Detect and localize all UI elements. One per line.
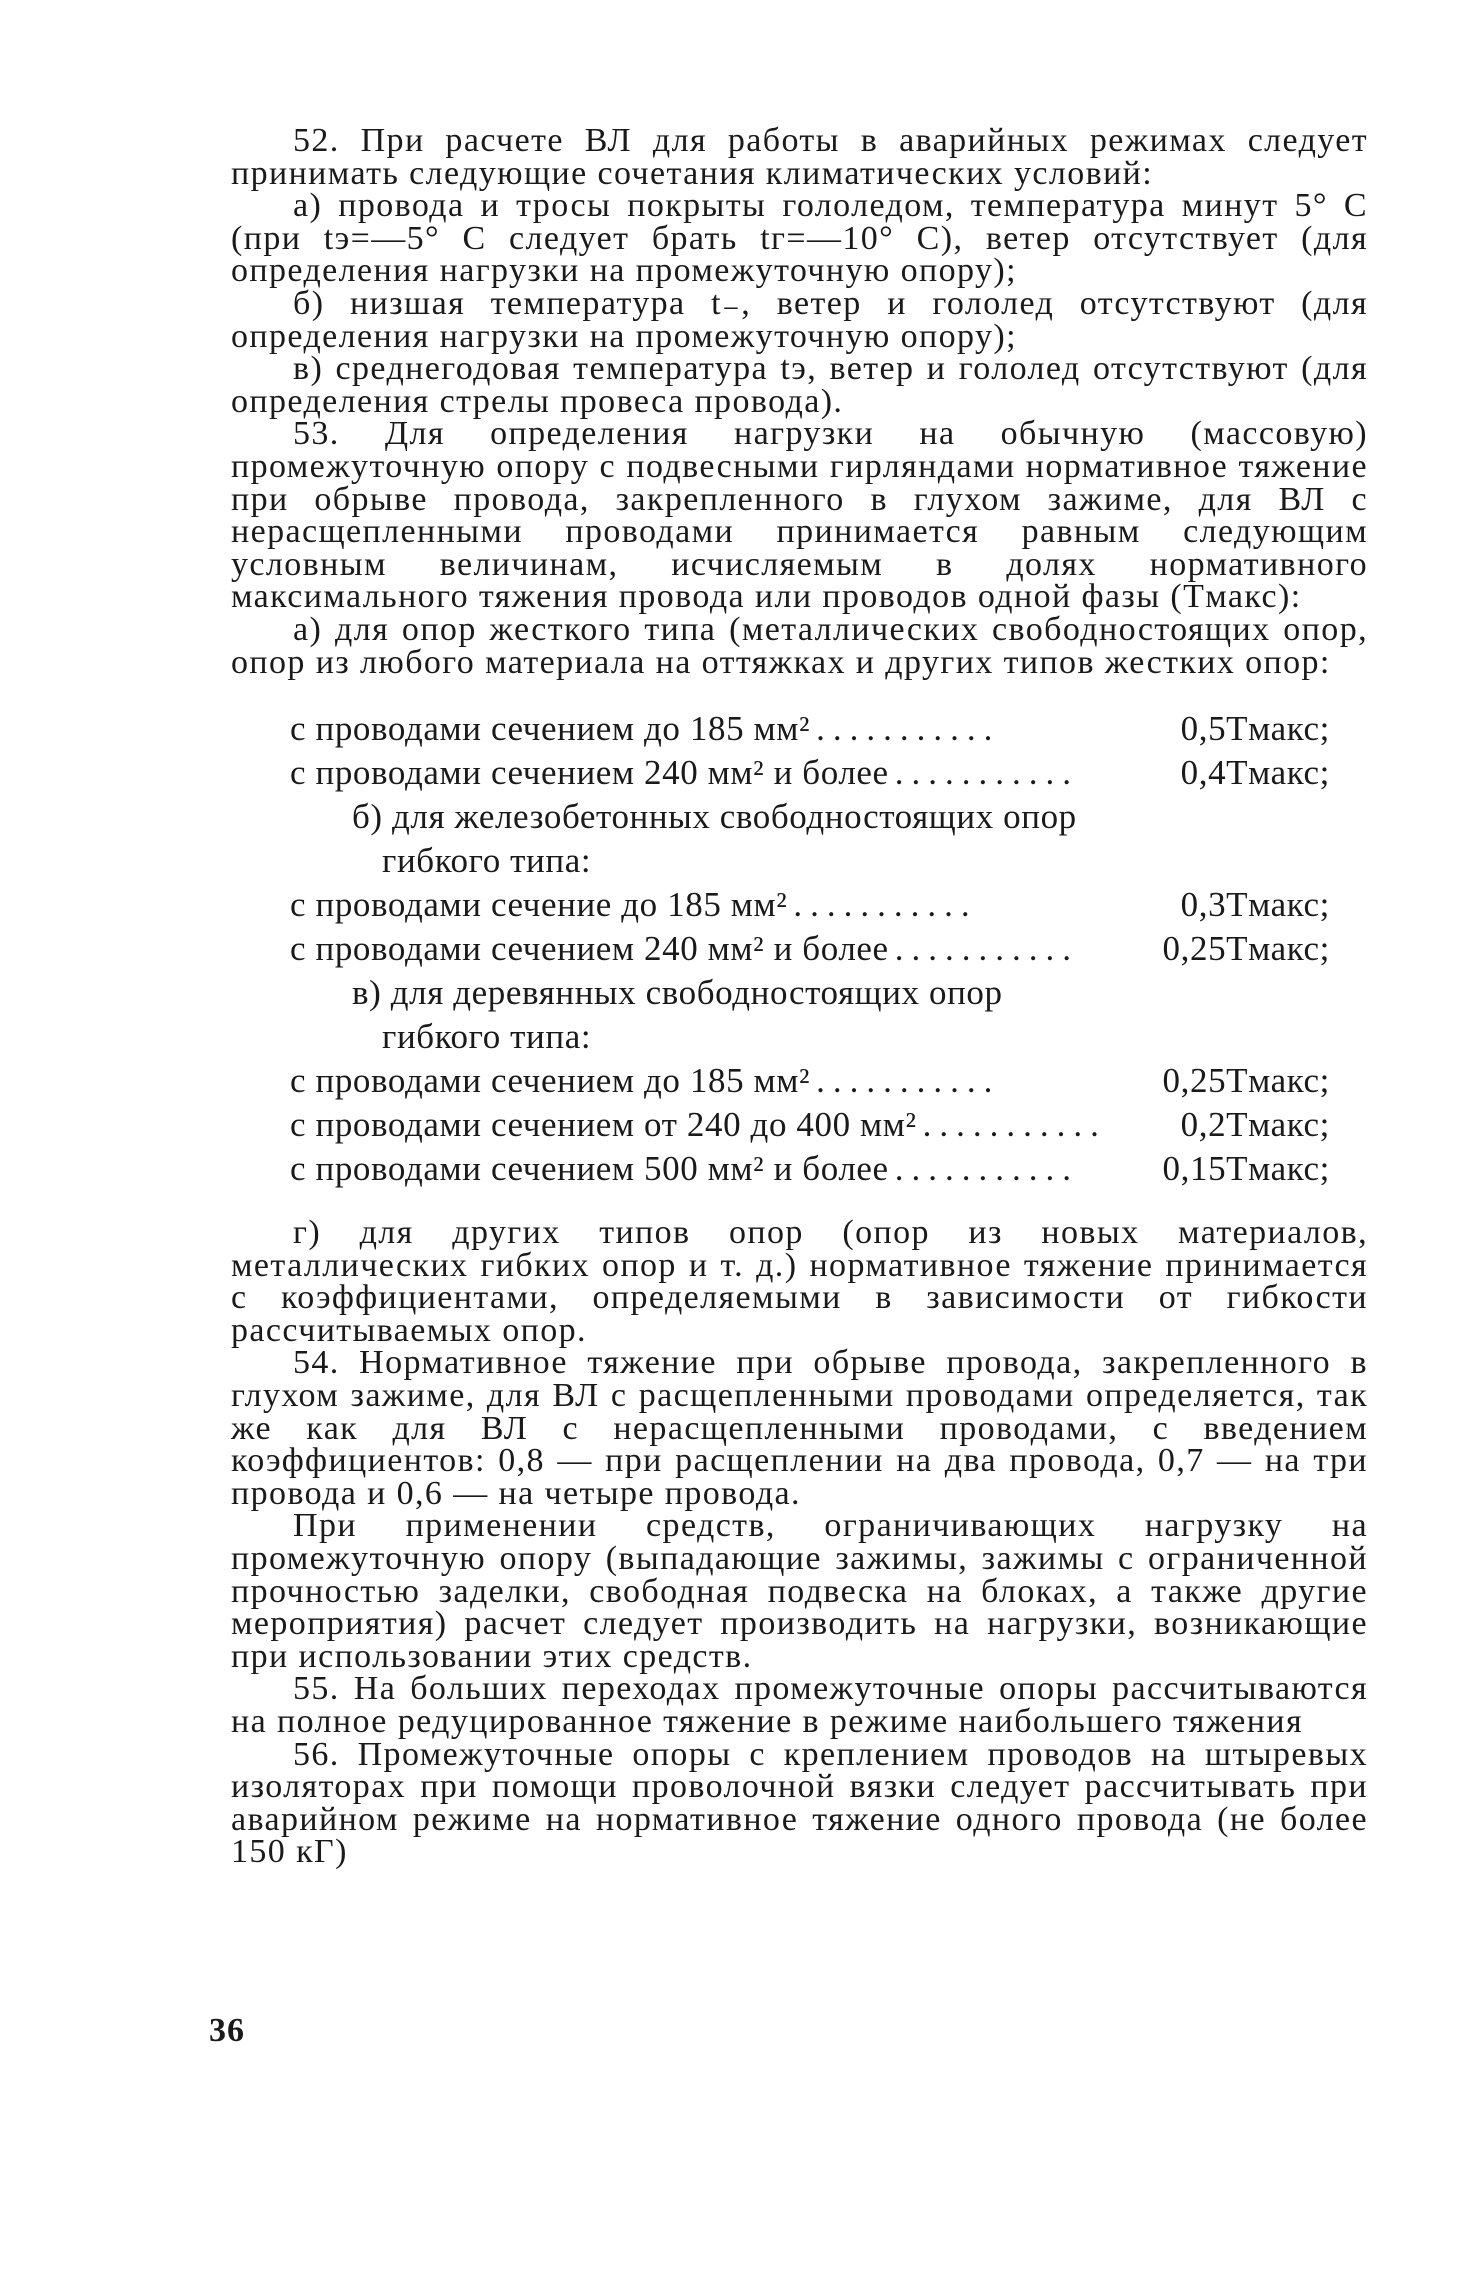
page-text <box>231 122 1368 1871</box>
list-item: с проводами сечение до 185 мм² ........... 0,3Tмакс; <box>290 885 1330 925</box>
list-item: с проводами сечением 240 мм² и более ........... 0,4Tмакс; <box>290 753 1330 793</box>
list-heading-b: б) для железобетонных свободностоящих опор <box>352 797 1077 837</box>
paragraph-52: 52. При расчете ВЛ для работы в аварийных режимах следует принимать следующие сочетания климатических условий: <box>231 122 1368 192</box>
list-item: с проводами сечением от 240 до 400 мм² ........... 0,2Tмакс; <box>290 1105 1330 1145</box>
paragraph-56: 56. Промежуточные опоры с креплением проводов на штыревых изоляторах при помощи проволочной вязки следует рассчитывать при аварийном режиме на нормативное тяжение одного провода (не более 150 кГ) <box>231 1735 1368 1871</box>
paragraph-53-a: а) для опор жесткого типа (металлических свободностоящих опор, опор из любого материала на оттяжках и других типов жестких опор: <box>231 610 1368 681</box>
paragraph-53: 53. Для определения нагрузки на обычную (массовую) промежуточную опору с подвесными гирляндами нормативное тяжение при обрыве провода, закрепленного в глухом зажиме, для ВЛ с нерасщепленными проводами принимается равным следующим условным величинам, исчисляемым в долях нормативного максимального тяжения провода или проводов одной фазы (Tмакс): <box>231 415 1368 616</box>
list-heading-v-cont: гибкого типа: <box>382 1017 592 1057</box>
list-item: с проводами сечением 500 мм² и более ........... 0,15Tмакс; <box>290 1149 1330 1189</box>
paragraph-52-a: а) провода и тросы покрыты гололедом, температура минут 5° С (при tэ=—5° С следует брать tг=—10° С), ветер отсутствует (для определения нагрузки на промежуточную опору); <box>231 187 1368 290</box>
paragraph-54-note: При применении средств, ограничивающих нагрузку на промежуточную опору (выпадающие зажимы, зажимы с ограниченной прочностью заделки, свободная подвеска на блоках, а также другие мероприятия) расчет следует производить на нагрузки, возникающие при использовании этих средств. <box>231 1507 1368 1675</box>
list-heading-b-cont: гибкого типа: <box>382 841 592 881</box>
list-item: с проводами сечением 240 мм² и более ........... 0,25Tмакс; <box>290 929 1330 969</box>
list-item: с проводами сечением до 185 мм² ........... 0,5Tмакс; <box>290 709 1330 749</box>
tension-list <box>290 707 1330 1191</box>
list-heading-v: в) для деревянных свободностоящих опор <box>352 973 1003 1013</box>
list-item: с проводами сечением до 185 мм² ........... 0,25Tмакс; <box>290 1061 1330 1101</box>
paragraph-52-v: в) среднегодовая температура tэ, ветер и гололед отсутствуют (для определения стрелы провеса провода). <box>231 350 1368 420</box>
page-number: 36 <box>209 2012 245 2049</box>
paragraph-55: 55. На больших переходах промежуточные опоры рассчитываются на полное редуцированное тяжение в режиме наибольшего тяжения <box>231 1670 1368 1740</box>
paragraph-54: 54. Нормативное тяжение при обрыве провода, закрепленного в глухом зажиме, для ВЛ с расщепленными проводами определяется, так же как для ВЛ с нерасщепленными проводами, с введением коэффициентов: 0,8 — при расщеплении на два провода, 0,7 — на три провода и 0,6 — на четыре провода. <box>231 1344 1368 1512</box>
paragraph-52-b: б) низшая температура t₋, ветер и гололед отсутствуют (для определения нагрузки на промежуточную опору); <box>231 284 1368 355</box>
paragraph-53-g: г) для других типов опор (опор из новых материалов, металлических гибких опор и т. д.) нормативное тяжение принимается с коэффициентами, определяемыми в зависимости от гибкости рассчитываемых опор. <box>231 1214 1368 1349</box>
